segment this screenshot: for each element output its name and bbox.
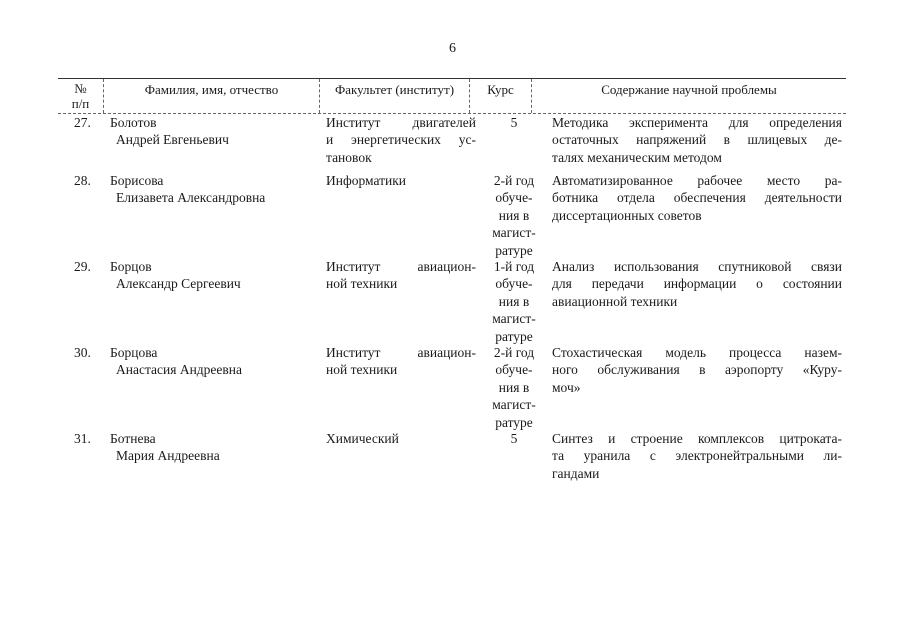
topic-line: авиационной техники — [552, 293, 678, 309]
faculty — [326, 430, 476, 447]
course-line: магист- — [492, 397, 536, 413]
topic-line: ботника отдела обеспечения деятельности — [552, 190, 842, 206]
faculty-line: ной техники — [326, 362, 398, 378]
course-line: обуче- — [495, 276, 533, 292]
course-line: ратуре — [495, 414, 533, 430]
table-header — [58, 78, 846, 114]
course-line: магист- — [492, 311, 536, 327]
course — [486, 172, 542, 259]
research-topic — [552, 344, 842, 396]
student-name — [110, 430, 320, 465]
faculty — [326, 172, 476, 189]
course-line: ния в — [498, 293, 530, 309]
student-name — [110, 172, 320, 207]
topic-line: ного обслуживания в аэропорту «Куру- — [552, 362, 842, 378]
student-given-name: Андрей Евгеньевич — [116, 132, 229, 148]
student-surname: Борцов — [110, 259, 152, 274]
faculty-line: Химический — [326, 431, 399, 446]
header-faculty: Факультет (институт) — [320, 79, 470, 113]
faculty-line: тановок — [326, 149, 372, 165]
topic-line: Анализ использования спутниковой связи — [552, 259, 842, 274]
faculty — [326, 114, 476, 166]
faculty-line: ной техники — [326, 276, 398, 292]
header-name: Фамилия, имя, отчество — [104, 79, 320, 113]
row-number: 29. — [74, 259, 91, 274]
student-surname: Болотов — [110, 115, 157, 130]
faculty-line: Институт двигателей — [326, 115, 476, 130]
table-row — [58, 258, 846, 344]
student-given-name: Елизавета Александровна — [116, 190, 266, 206]
topic-line: остаточных напряжений в шлицевых де- — [552, 132, 842, 148]
course — [486, 258, 542, 345]
student-name — [110, 258, 320, 293]
topic-line: та уранила с электронейтральными ли- — [552, 448, 842, 464]
topic-line: талях механическим методом — [552, 149, 722, 165]
faculty-line: Информатики — [326, 173, 407, 188]
row-number: 27. — [74, 115, 91, 130]
table-row — [58, 172, 846, 258]
header-number-abbr: п/п — [71, 96, 90, 111]
faculty-line: и энергетических ус- — [326, 132, 476, 148]
topic-line: Автоматизированное рабочее место ра- — [552, 173, 842, 188]
faculty — [326, 344, 476, 379]
topic-line: гандами — [552, 465, 600, 481]
course — [486, 344, 542, 431]
row-number: 28. — [74, 173, 91, 188]
research-topic — [552, 114, 842, 166]
student-given-name: Анастасия Андреевна — [116, 362, 242, 378]
topic-line: для передачи информации о состоянии — [552, 276, 842, 292]
row-number: 30. — [74, 345, 91, 360]
course — [486, 430, 542, 447]
research-topic — [552, 258, 842, 310]
topic-line: диссертационных советов — [552, 207, 702, 223]
course-line: ратуре — [495, 328, 533, 344]
course-line: 2-й год — [493, 345, 535, 360]
course-line: ния в — [498, 207, 530, 223]
student-given-name: Александр Сергеевич — [116, 276, 241, 292]
course — [486, 114, 542, 131]
header-topic: Содержание научной проблемы — [601, 82, 777, 97]
header-number — [58, 79, 104, 113]
student-surname: Ботнева — [110, 431, 156, 446]
page-number: 6 — [449, 41, 456, 56]
row-number: 31. — [74, 431, 91, 446]
faculty-line: Институт авиацион- — [326, 259, 476, 274]
course-line: 5 — [510, 115, 518, 130]
header-course: Курс — [470, 79, 532, 113]
topic-line: Стохастическая модель процесса назем- — [552, 345, 842, 360]
research-topic — [552, 430, 842, 482]
topic-line: Синтез и строение комплексов цитроката- — [552, 431, 842, 446]
topic-line: моч» — [552, 379, 581, 395]
course-line: 5 — [510, 431, 518, 446]
course-line: 2-й год — [493, 173, 535, 188]
table-row — [58, 430, 846, 488]
faculty — [326, 258, 476, 293]
student-name — [110, 114, 320, 149]
faculty-line: Институт авиацион- — [326, 345, 476, 360]
table-row — [58, 114, 846, 172]
topic-line: Методика эксперимента для определения — [552, 115, 842, 130]
table-row — [58, 344, 846, 430]
research-topic — [552, 172, 842, 224]
header-number-symbol: № — [74, 81, 87, 96]
course-line: 1-й год — [493, 259, 535, 274]
course-line: обуче- — [495, 362, 533, 378]
students-table — [58, 78, 846, 114]
student-name — [110, 344, 320, 379]
course-line: ратуре — [495, 242, 533, 258]
course-line: ния в — [498, 379, 530, 395]
course-line: магист- — [492, 225, 536, 241]
student-given-name: Мария Андреевна — [116, 448, 220, 464]
student-surname: Борисова — [110, 173, 164, 188]
course-line: обуче- — [495, 190, 533, 206]
table-body — [58, 114, 846, 488]
student-surname: Борцова — [110, 345, 158, 360]
